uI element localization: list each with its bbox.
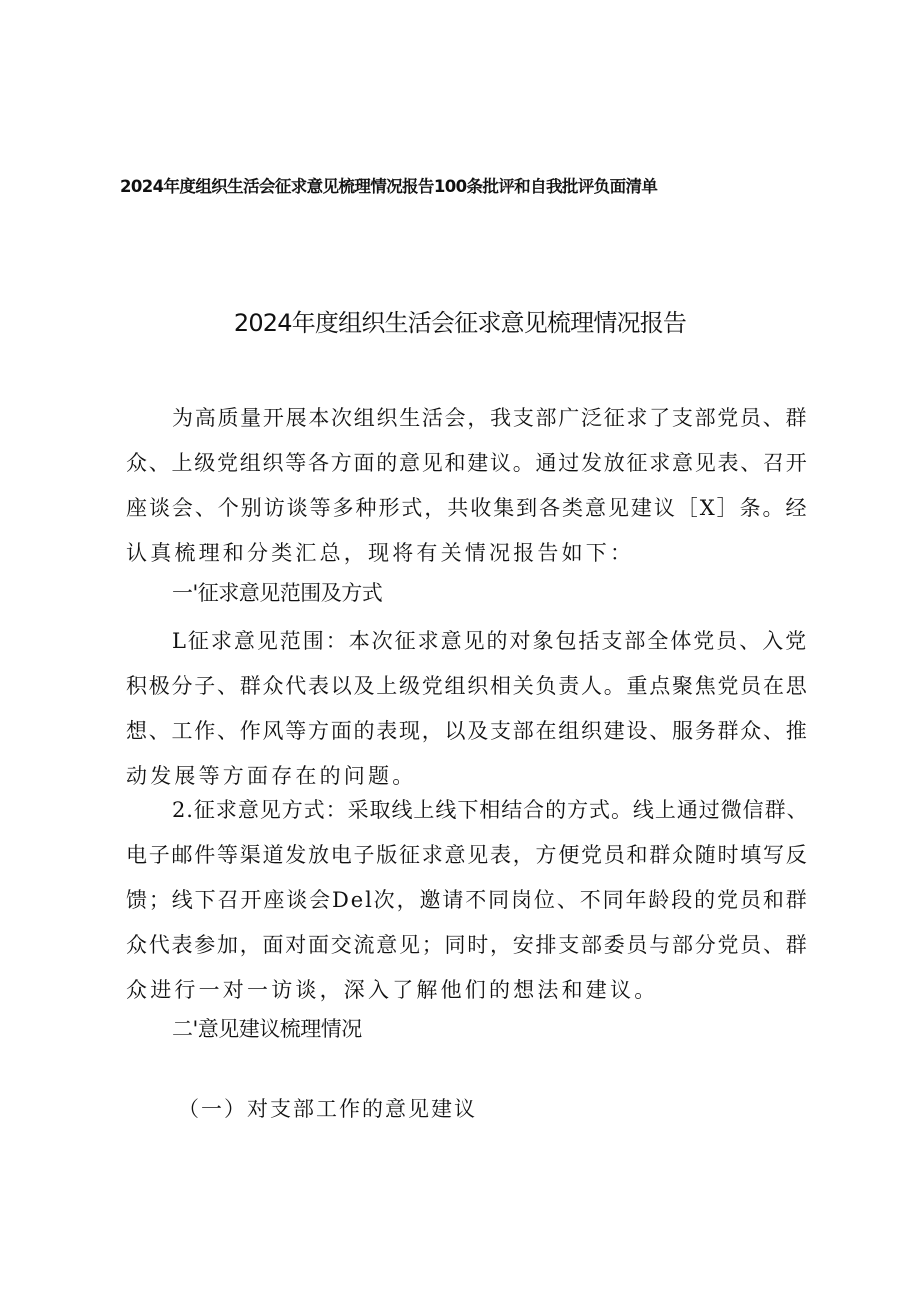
method-line-4: 众代表参加，面对面交流意见；同时，安排支部委员与部分党员、群 bbox=[126, 933, 809, 957]
scope-line-4: 动发展等方面存在的问题。 bbox=[126, 764, 417, 788]
scope-paragraph bbox=[126, 619, 810, 799]
section1-heading: 一'征求意见范围及方式 bbox=[172, 581, 383, 605]
scope-line-3: 想、工作、作风等方面的表现，以及支部在组织建设、服务群众、推 bbox=[126, 719, 809, 743]
scope-line-2: 积极分子、群众代表以及上级党组织相关负责人。重点聚焦党员在思 bbox=[126, 674, 809, 698]
intro-line-2: 众、上级党组织等各方面的意见和建议。通过发放征求意见表、召开 bbox=[126, 451, 809, 475]
method-paragraph bbox=[126, 788, 810, 1013]
method-line-3: 馈；线下召开座谈会Del次，邀请不同岗位、不同年龄段的党员和群 bbox=[126, 888, 809, 912]
method-line-1: 2.征求意见方式：采取线上线下相结合的方式。线上通过微信群、 bbox=[172, 798, 809, 822]
intro-line-1: 为高质量开展本次组织生活会，我支部广泛征求了支部党员、群 bbox=[172, 406, 809, 430]
method-line-5: 众进行一对一访谈，深入了解他们的想法和建议。 bbox=[126, 978, 659, 1002]
document-header: 2024年度组织生活会征求意见梳理情况报告100条批评和自我批评负面清单 bbox=[120, 177, 658, 196]
intro-line-4: 认真梳理和分类汇总，现将有关情况报告如下： bbox=[126, 541, 635, 565]
intro-paragraph bbox=[126, 396, 810, 576]
scope-line-1: L征求意见范围：本次征求意见的对象包括支部全体党员、入党 bbox=[172, 629, 809, 653]
section2-subheading-1: （一）对支部工作的意见建议 bbox=[178, 1097, 477, 1121]
method-line-2: 电子邮件等渠道发放电子版征求意见表，方便党员和群众随时填写反 bbox=[126, 843, 809, 867]
section2-heading: 二'意见建议梳理情况 bbox=[172, 1017, 362, 1041]
intro-line-3: 座谈会、个别访谈等多种形式，共收集到各类意见建议［X］条。经 bbox=[126, 496, 809, 520]
report-title: 2024年度组织生活会征求意见梳理情况报告 bbox=[233, 309, 687, 337]
